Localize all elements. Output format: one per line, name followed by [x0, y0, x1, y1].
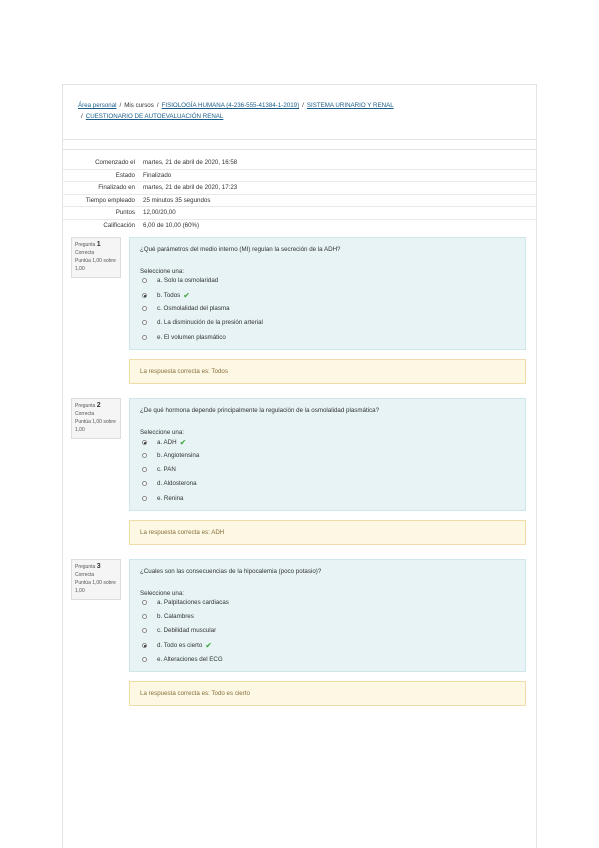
- radio-button[interactable]: [142, 335, 147, 340]
- breadcrumb-quiz[interactable]: CUESTIONARIO DE AUTOEVALUACIÓN RENAL: [85, 113, 224, 120]
- breadcrumb-mis-cursos[interactable]: Mis cursos: [124, 102, 154, 109]
- check-icon: ✔: [183, 291, 190, 300]
- answer-option[interactable]: [142, 656, 223, 663]
- answer-option[interactable]: [142, 495, 184, 502]
- summary-key: Estado: [62, 169, 139, 182]
- option-text: e. Alteraciones del ECG: [157, 656, 223, 663]
- option-text: d. La disminución de la presión arterial: [157, 319, 263, 326]
- option-text: a. Solo la osmolaridad: [157, 277, 219, 284]
- summary-value: martes, 21 de abril de 2020, 17:23: [139, 182, 537, 195]
- summary-key: Tiempo empleado: [62, 194, 139, 207]
- answer-option[interactable]: [142, 480, 197, 487]
- summary-row: [62, 194, 537, 207]
- option-text: c. PAN: [157, 466, 176, 473]
- answer-option[interactable]: [142, 305, 230, 312]
- summary-row: [62, 207, 537, 220]
- summary-key: Puntos: [62, 207, 139, 220]
- question-state: Correcta: [75, 411, 95, 417]
- summary-divider: [62, 149, 537, 150]
- summary-value: 25 minutos 35 segundos: [139, 194, 537, 207]
- radio-button-selected[interactable]: [142, 440, 147, 445]
- radio-button[interactable]: [142, 628, 147, 633]
- radio-button[interactable]: [142, 306, 147, 311]
- breadcrumb: [78, 100, 518, 122]
- option-text: b. Todos: [157, 292, 181, 299]
- radio-button[interactable]: [142, 453, 147, 458]
- question-state: Correcta: [75, 572, 95, 578]
- question-number: 1: [96, 241, 101, 248]
- answer-option[interactable]: [142, 438, 186, 447]
- answer-option[interactable]: [142, 319, 263, 326]
- radio-button[interactable]: [142, 481, 147, 486]
- question-body-2: [129, 398, 526, 511]
- answer-option[interactable]: [142, 452, 199, 459]
- option-text: b. Calambres: [157, 613, 194, 620]
- option-text: d. Aldosterona: [157, 480, 197, 487]
- answer-option[interactable]: [142, 466, 176, 473]
- option-text: d. Todo es cierto: [157, 642, 203, 649]
- option-text: a. ADH: [157, 439, 177, 446]
- option-text: a. Palpitaciones cardiacas: [157, 599, 229, 606]
- select-label: Seleccione una:: [140, 268, 185, 275]
- answer-option[interactable]: [142, 334, 226, 341]
- question-state: Correcta: [75, 250, 95, 256]
- summary-value: Finalizado: [139, 169, 537, 182]
- summary-row: [62, 182, 537, 195]
- question-score: Puntúa 1,00 sobre 1,00: [75, 580, 116, 594]
- summary-key: Calificación: [62, 219, 139, 231]
- answer-option[interactable]: [142, 627, 216, 634]
- feedback-box: La respuesta correcta es: Todos: [129, 359, 526, 384]
- select-label: Seleccione una:: [140, 429, 185, 436]
- check-icon: ✔: [179, 438, 187, 447]
- breadcrumb-course[interactable]: FISIOLOGÍA HUMANA (4-236-555-41384-1-2019): [161, 102, 300, 109]
- question-score: Puntúa 1,00 sobre 1,00: [75, 258, 116, 272]
- summary-row: [62, 219, 537, 231]
- feedback-box: La respuesta correcta es: ADH: [129, 520, 526, 545]
- question-number: 2: [96, 402, 101, 409]
- question-info-3: [71, 559, 121, 600]
- breadcrumb-box: [62, 84, 537, 140]
- question-info-1: [71, 237, 121, 278]
- summary-value: 6,00 de 10,00 (60%): [139, 219, 537, 231]
- question-info-2: [71, 398, 121, 439]
- answer-option[interactable]: [142, 277, 218, 284]
- breadcrumb-separator: /: [119, 102, 122, 109]
- answer-option[interactable]: [142, 641, 212, 650]
- option-text: b. Angiotensina: [157, 452, 200, 459]
- radio-button[interactable]: [142, 657, 147, 662]
- radio-button[interactable]: [142, 600, 147, 605]
- answer-option[interactable]: [142, 599, 229, 606]
- summary-key: Finalizado en: [62, 182, 139, 195]
- radio-button[interactable]: [142, 320, 147, 325]
- radio-button-selected[interactable]: [142, 293, 147, 298]
- breadcrumb-separator: /: [156, 102, 159, 109]
- question-text: ¿De qué hormona depende principalmente la regulación de la osmolalidad plasmática?: [140, 407, 380, 414]
- radio-button[interactable]: [142, 278, 147, 283]
- option-text: c. Osmolalidad del plasma: [157, 305, 230, 312]
- question-body-1: [129, 237, 526, 350]
- summary-key: Comenzado el: [95, 159, 135, 167]
- radio-button[interactable]: [142, 467, 147, 472]
- option-text: c. Debilidad muscular: [157, 627, 217, 634]
- radio-button[interactable]: [142, 496, 147, 501]
- breadcrumb-separator: /: [302, 102, 304, 109]
- option-text: e. El volumen plasmático: [157, 334, 226, 341]
- answer-option[interactable]: [142, 291, 190, 300]
- radio-button[interactable]: [142, 614, 147, 619]
- check-icon: ✔: [205, 641, 212, 650]
- question-text: ¿Qué parámetros del medio interno (MI) regulan la secreción de la ADH?: [140, 246, 341, 253]
- question-text: ¿Cuales son las consecuencias de la hipocalemia (poco potasio)?: [140, 568, 322, 575]
- select-label: Seleccione una:: [140, 590, 185, 597]
- question-label: Pregunta: [75, 403, 96, 409]
- breadcrumb-separator: /: [81, 113, 83, 120]
- attempt-summary-table: [62, 157, 537, 231]
- question-label: Pregunta: [75, 564, 96, 570]
- question-score: Puntúa 1,00 sobre 1,00: [75, 419, 116, 433]
- question-label: Pregunta: [75, 242, 96, 248]
- answer-option[interactable]: [142, 613, 194, 620]
- breadcrumb-area-personal[interactable]: Área personal: [78, 102, 117, 109]
- breadcrumb-section[interactable]: SISTEMA URINARIO Y RENAL: [306, 102, 394, 109]
- question-body-3: [129, 559, 526, 672]
- summary-value: martes, 21 de abril de 2020, 16:58: [143, 159, 238, 167]
- radio-button-selected[interactable]: [142, 643, 147, 648]
- question-number: 3: [96, 563, 101, 570]
- summary-row: [62, 169, 537, 182]
- option-text: e. Renina: [157, 495, 184, 502]
- summary-row: [62, 157, 537, 169]
- feedback-box: La respuesta correcta es: Todo es cierto: [129, 681, 526, 706]
- summary-value: 12,00/20,00: [139, 207, 537, 220]
